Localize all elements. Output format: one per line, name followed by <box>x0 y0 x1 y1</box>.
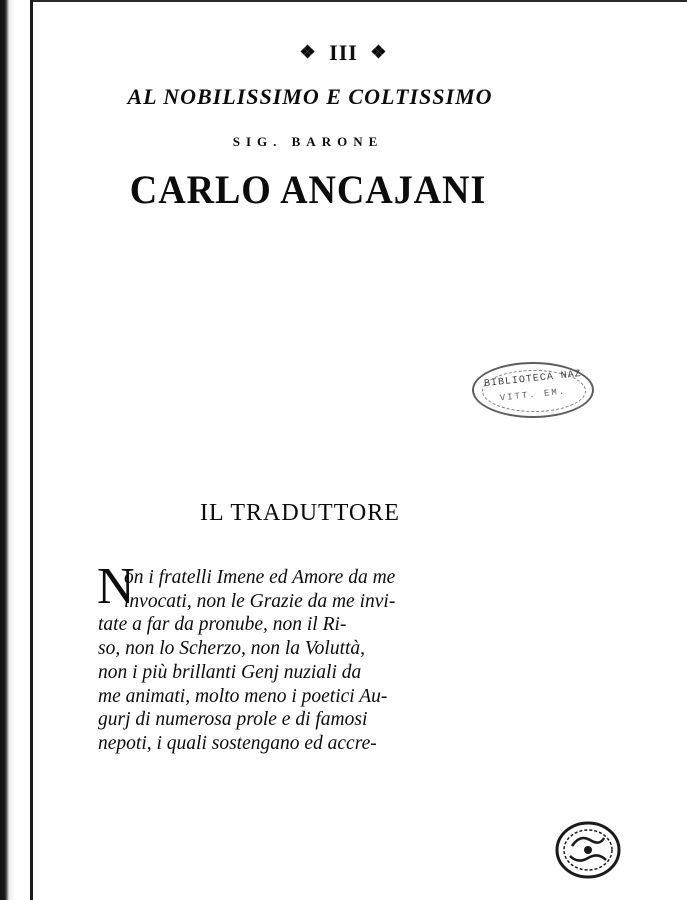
body-text <box>97 558 486 756</box>
stamp-text-1: BIBLIOTECA NAZ <box>483 368 583 391</box>
title-line: SIG. BARONE <box>232 134 384 149</box>
round-seal-icon <box>554 820 622 880</box>
body-line: on i fratelli Imene ed Amore da me <box>124 567 396 588</box>
body-line: so, non lo Scherzo, non la Voluttà, <box>98 638 366 660</box>
body-line: nepoti, i quali sostengano ed accre- <box>98 732 377 754</box>
body-line: me animati, molto meno i poetici Au- <box>98 685 388 707</box>
library-stamp-icon <box>472 362 594 418</box>
drop-cap: N <box>97 558 135 615</box>
body-line: tate a far da pronube, non il Ri- <box>98 614 347 636</box>
body-line: invocati, non le Grazie da me invi- <box>124 590 396 612</box>
page-number: III <box>329 40 358 65</box>
page-header <box>0 40 687 66</box>
dedicatee-name: CARLO ANCAJANI <box>129 167 487 212</box>
dedication-line: AL NOBILISSIMO E COLTISSIMO <box>127 84 493 109</box>
body-line: gurj di numerosa prole e di famosi <box>98 709 368 731</box>
section-heading: IL TRADUTTORE <box>200 500 400 526</box>
ornament-left-icon: ❖ <box>299 42 317 62</box>
top-rule <box>33 0 687 2</box>
ornament-right-icon: ❖ <box>370 42 388 62</box>
stamp-text-2: VITT. EM. <box>499 386 567 404</box>
body-line: non i più brillanti Genj nuziali da <box>98 661 362 683</box>
